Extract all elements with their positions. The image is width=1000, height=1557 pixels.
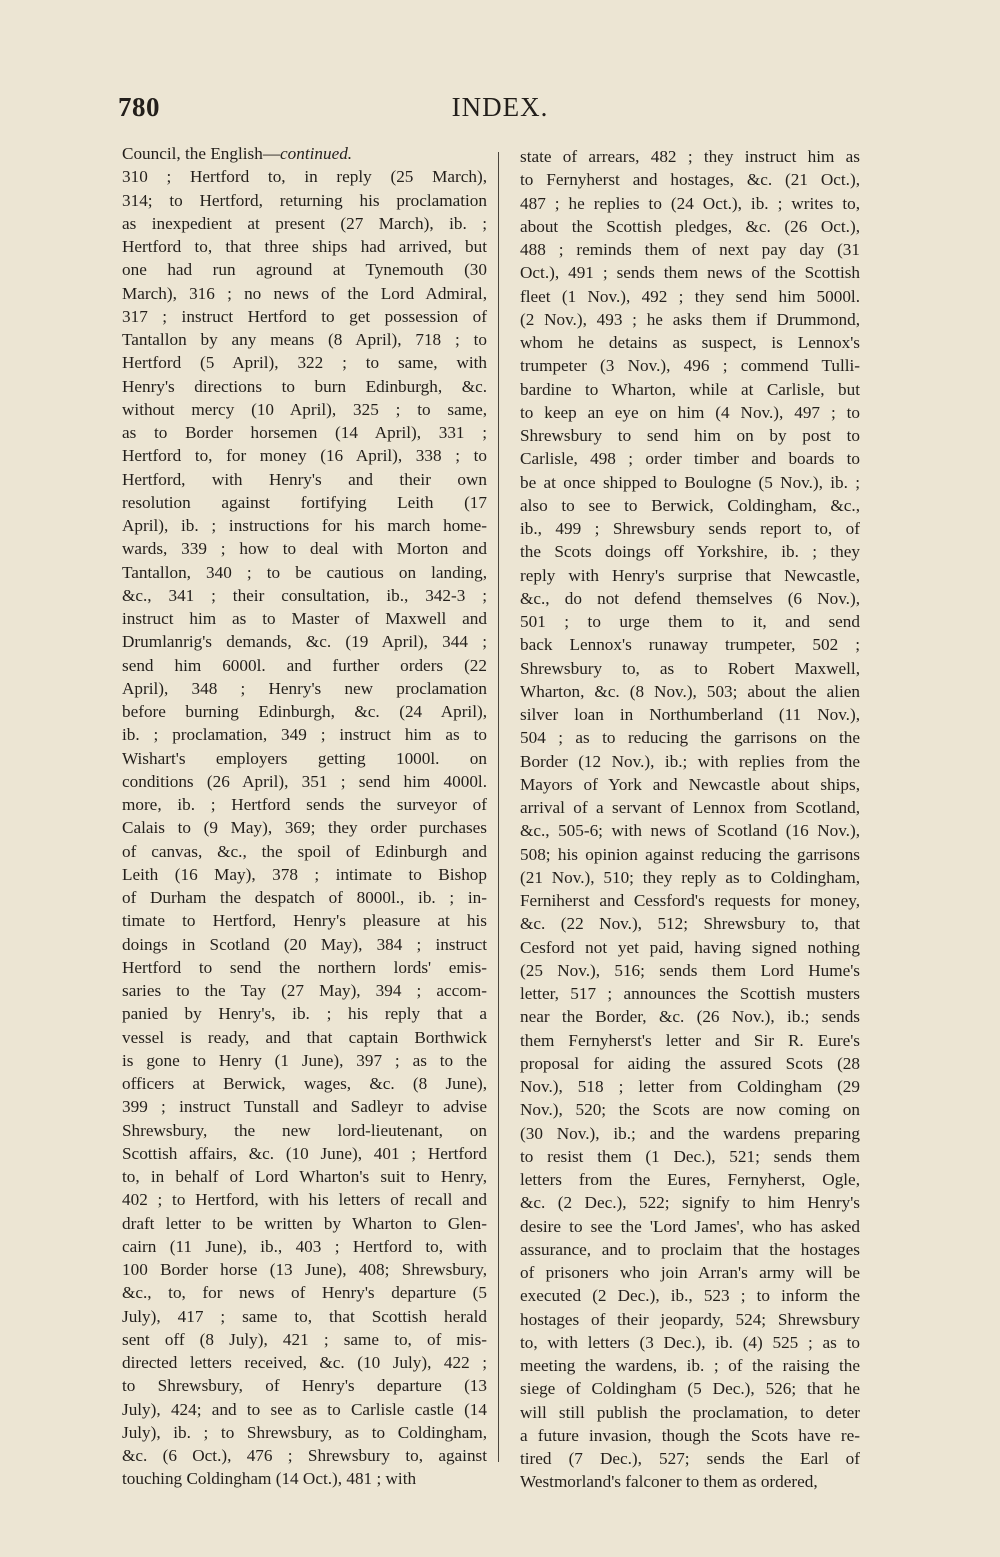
index-line: Cesford not yet paid, having signed nothing <box>520 937 860 957</box>
index-line: cairn (11 June), ib., 403 ; Hertford to, with <box>122 1236 487 1256</box>
index-line: bardine to Wharton, while at Carlisle, but <box>520 379 860 399</box>
index-line: Carlisle, 498 ; order timber and boards to <box>520 449 860 469</box>
index-line: instruct him as to Master of Maxwell and <box>122 609 487 628</box>
index-line: Tantallon, 340 ; to be cautious on landing, <box>122 562 487 582</box>
index-line: Tantallon by any means (8 April), 718 ; to <box>122 330 487 349</box>
index-line: conditions (26 April), 351 ; send him 4000l. <box>122 771 487 791</box>
index-line: 487 ; he replies to (24 Oct.), ib. ; writes to, <box>520 193 860 213</box>
index-line: to resist them (1 Dec.), 521; sends them <box>520 1146 860 1166</box>
index-line: to Fernyherst and hostages, &c. (21 Oct.), <box>520 170 860 190</box>
index-line: Hertford to, that three ships had arrived, but <box>122 237 487 256</box>
index-line: 314; to Hertford, returning his proclamation <box>122 190 487 210</box>
index-line: July), 424; and to see as to Carlisle castle (14 <box>122 1399 487 1419</box>
index-line: 402 ; to Hertford, with his letters of recall and <box>122 1190 487 1210</box>
index-line: Scottish affairs, &c. (10 June), 401 ; Hertford <box>122 1143 487 1163</box>
index-line: &c. (22 Nov.), 512; Shrewsbury to, that <box>520 914 860 934</box>
index-line: Drumlanrig's demands, &c. (19 April), 344 ; <box>122 632 487 652</box>
index-line: more, ib. ; Hertford sends the surveyor of <box>122 795 487 814</box>
index-line: whom he detains as suspect, is Lennox's <box>520 333 860 352</box>
index-line: a future invasion, though the Scots have re- <box>520 1425 860 1445</box>
index-line: (25 Nov.), 516; sends them Lord Hume's <box>520 960 860 980</box>
index-line: &c., do not defend themselves (6 Nov.), <box>520 588 860 608</box>
index-line: Shrewsbury to, as to Robert Maxwell, <box>520 658 860 678</box>
index-line: them Fernyherst's letter and Sir R. Eure's <box>520 1030 860 1050</box>
index-line: July), 417 ; same to, that Scottish herald <box>122 1306 487 1326</box>
index-line: April), 348 ; Henry's new proclamation <box>122 678 487 698</box>
index-line: Border (12 Nov.), ib.; with replies from the <box>520 751 860 771</box>
index-line: sent off (8 July), 421 ; same to, of mis- <box>122 1329 487 1349</box>
index-line: desire to see the 'Lord James', who has asked <box>520 1216 860 1236</box>
index-line: draft letter to be written by Wharton to Glen- <box>122 1213 487 1233</box>
index-line: to Shrewsbury, of Henry's departure (13 <box>122 1376 487 1396</box>
index-line: 508; his opinion against reducing the garrisons <box>520 844 860 864</box>
index-line: saries to the Tay (27 May), 394 ; accom- <box>122 981 487 1000</box>
index-line: wards, 339 ; how to deal with Morton and <box>122 539 487 559</box>
index-line: also to see to Berwick, Coldingham, &c., <box>520 495 860 515</box>
page-number: 780 <box>118 92 160 122</box>
index-line: state of arrears, 482 ; they instruct him as <box>520 147 860 166</box>
index-line: Oct.), 491 ; sends them news of the Scottish <box>520 263 860 283</box>
right-column <box>520 145 860 1494</box>
index-line: 488 ; reminds them of next pay day (31 <box>520 240 860 259</box>
index-line: &c. (6 Oct.), 476 ; Shrewsbury to, against <box>122 1446 487 1465</box>
index-line: 310 ; Hertford to, in reply (25 March), <box>122 167 487 187</box>
index-line: of Durham the despatch of 8000l., ib. ; in- <box>122 888 487 907</box>
index-line: vessel is ready, and that captain Borthwick <box>122 1027 487 1047</box>
index-line: siege of Coldingham (5 Dec.), 526; that he <box>520 1379 860 1399</box>
index-line: will still publish the proclamation, to deter <box>520 1402 860 1422</box>
index-line: Hertford, with Henry's and their own <box>122 469 487 489</box>
index-line: resolution against fortifying Leith (17 <box>122 492 487 512</box>
index-line: Ferniherst and Cessford's requests for money, <box>520 891 860 910</box>
index-line: of prisoners who join Arran's army will be <box>520 1263 860 1282</box>
index-line: directed letters received, &c. (10 July), 422 ; <box>122 1353 487 1372</box>
index-line: back Lennox's runaway trumpeter, 502 ; <box>520 635 860 655</box>
index-line: before burning Edinburgh, &c. (24 April), <box>122 702 487 721</box>
index-line: hostages of their jeopardy, 524; Shrewsbury <box>520 1309 860 1329</box>
index-line: Nov.), 518 ; letter from Coldingham (29 <box>520 1077 860 1096</box>
index-line: be at once shipped to Boulogne (5 Nov.), ib. ; <box>520 472 860 492</box>
index-line: to, in behalf of Lord Wharton's suit to Henry, <box>122 1167 487 1186</box>
entry-heading: Council, the English—continued. <box>122 144 353 163</box>
left-column <box>122 142 487 1491</box>
index-line: March), 316 ; no news of the Lord Admiral, <box>122 283 487 303</box>
index-line: Henry's directions to burn Edinburgh, &c. <box>122 376 487 396</box>
index-line: as inexpedient at present (27 March), ib. ; <box>122 213 487 233</box>
index-line: send him 6000l. and further orders (22 <box>122 655 487 675</box>
index-line: Calais to (9 May), 369; they order purchases <box>122 818 487 838</box>
index-line: &c., 341 ; their consultation, ib., 342-3 ; <box>122 585 487 605</box>
index-line: Shrewsbury, the new lord-lieutenant, on <box>122 1120 487 1140</box>
index-line: (21 Nov.), 510; they reply as to Coldingham, <box>520 867 860 887</box>
index-line: &c. (2 Dec.), 522; signify to him Henry's <box>520 1193 860 1213</box>
column-divider <box>498 152 499 1462</box>
index-line: panied by Henry's, ib. ; his reply that a <box>122 1004 487 1024</box>
index-line: letter, 517 ; announces the Scottish musters <box>520 984 860 1003</box>
index-line: doings in Scotland (20 May), 384 ; instruct <box>122 934 487 954</box>
index-line: trumpeter (3 Nov.), 496 ; commend Tulli- <box>520 356 860 376</box>
index-line: the Scots doings off Yorkshire, ib. ; they <box>520 542 860 562</box>
index-line: ib., 499 ; Shrewsbury sends report to, of <box>520 519 860 538</box>
index-line: Mayors of York and Newcastle about ships, <box>520 774 860 794</box>
index-line: near the Border, &c. (26 Nov.), ib.; sends <box>520 1007 860 1027</box>
index-line: silver loan in Northumberland (11 Nov.), <box>520 705 860 724</box>
index-line: Hertford to send the northern lords' emis- <box>122 957 487 977</box>
index-line: Hertford to, for money (16 April), 338 ; to <box>122 446 487 466</box>
index-line: &c., to, for news of Henry's departure (5 <box>122 1283 487 1303</box>
index-line: 399 ; instruct Tunstall and Sadleyr to advise <box>122 1097 487 1117</box>
index-line: Wishart's employers getting 1000l. on <box>122 748 487 768</box>
index-line: Nov.), 520; the Scots are now coming on <box>520 1100 860 1120</box>
index-line: reply with Henry's surprise that Newcastle, <box>520 565 860 585</box>
index-line: to, with letters (3 Dec.), ib. (4) 525 ; as to <box>520 1332 860 1352</box>
index-line: tired (7 Dec.), 527; sends the Earl of <box>520 1449 860 1468</box>
index-line: assurance, and to proclaim that the hostages <box>520 1239 860 1259</box>
index-line: arrival of a servant of Lennox from Scotland, <box>520 798 860 817</box>
index-line: to keep an eye on him (4 Nov.), 497 ; to <box>520 402 860 422</box>
index-line: touching Coldingham (14 Oct.), 481 ; with <box>122 1469 417 1489</box>
index-line: is gone to Henry (1 June), 397 ; as to the <box>122 1050 487 1070</box>
index-line: &c., 505-6; with news of Scotland (16 Nov.), <box>520 821 860 841</box>
index-line: July), ib. ; to Shrewsbury, as to Coldingham, <box>122 1422 487 1442</box>
index-line: proposal for aiding the assured Scots (28 <box>520 1053 860 1073</box>
index-line: Hertford (5 April), 322 ; to same, with <box>122 353 487 373</box>
running-title: INDEX. <box>451 92 549 122</box>
index-line: executed (2 Dec.), ib., 523 ; to inform the <box>520 1286 860 1306</box>
index-line: timate to Hertford, Henry's pleasure at his <box>122 911 487 931</box>
index-line: ib. ; proclamation, 349 ; instruct him as to <box>122 725 487 745</box>
index-line: (30 Nov.), ib.; and the wardens preparing <box>520 1123 860 1143</box>
index-line: Wharton, &c. (8 Nov.), 503; about the alien <box>520 681 860 701</box>
index-line: officers at Berwick, wages, &c. (8 June), <box>122 1074 487 1093</box>
index-line: letters from the Eures, Fernyherst, Ogle, <box>520 1170 860 1189</box>
index-line: as to Border horsemen (14 April), 331 ; <box>122 423 487 442</box>
index-line: meeting the wardens, ib. ; of the raising the <box>520 1356 860 1375</box>
index-line: of canvas, &c., the spoil of Edinburgh and <box>122 841 487 861</box>
index-line: April), ib. ; instructions for his march home- <box>122 516 487 535</box>
index-line: Leith (16 May), 378 ; intimate to Bishop <box>122 864 487 884</box>
index-line: about the Scottish pledges, &c. (26 Oct.), <box>520 216 860 236</box>
index-line: Shrewsbury to send him on by post to <box>520 426 860 445</box>
index-line: 504 ; as to reducing the garrisons on the <box>520 728 860 748</box>
index-line: 501 ; to urge them to it, and send <box>520 612 860 631</box>
index-line: without mercy (10 April), 325 ; to same, <box>122 399 487 419</box>
index-line: fleet (1 Nov.), 492 ; they send him 5000l. <box>520 286 860 306</box>
index-line: (2 Nov.), 493 ; he asks them if Drummond, <box>520 309 860 329</box>
index-line: 100 Border horse (13 June), 408; Shrewsbury, <box>122 1260 487 1279</box>
index-line: Westmorland's falconer to them as ordered, <box>520 1472 818 1492</box>
index-line: one had run aground at Tynemouth (30 <box>122 260 487 280</box>
index-line: 317 ; instruct Hertford to get possession of <box>122 306 487 326</box>
